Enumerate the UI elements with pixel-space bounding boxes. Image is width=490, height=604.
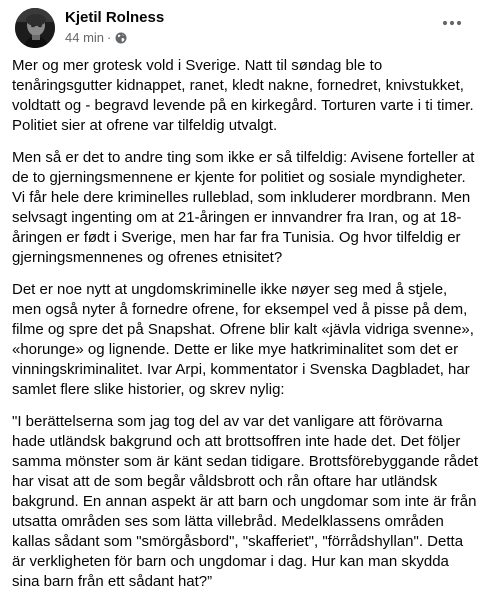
author-name[interactable]: Kjetil Rolness <box>65 9 165 26</box>
author-avatar[interactable] <box>15 8 55 48</box>
post-header <box>12 0 478 50</box>
more-options-button[interactable] <box>440 13 464 33</box>
avatar-portrait <box>15 8 55 48</box>
post-paragraph: Det er noe nytt at ungdomskriminelle ikke nøyer seg med å stjele, men også nyter å fornedre ofrene, for eksempel ved å pisse på dem, filme og spre det på Snapshat. Ofrene blir kalt «jävla vidriga svenne», «horunge» og lignende. Dette er like mye hatkriminalitet som det er vinningskriminalitet. Ivar Arpi, kommentator i Svenska Dagbladet, har samlet flere slike historier, og skrev nylig: <box>12 281 474 398</box>
post-body <box>12 56 480 604</box>
more-horizontal-icon <box>442 20 462 26</box>
meta-separator: · <box>107 30 112 45</box>
post-timestamp[interactable]: 44 min <box>65 30 105 45</box>
post-paragraph: Men så er det to andre ting som ikke er så tilfeldig: Avisene forteller at de to gjerningsmennene er kjente for politiet og sosiale myndigheter. Vi får hele dere kriminelles rulleblad, som inkluderer mordbrann. Men selvsagt ingenting om at 21-åringen er innvandrer fra Iran, og at 18-åringen er født i Sverige, men har far fra Tunisia. Og hvor tilfeldig er gjerningsmennenes og ofrenes etnisitet? <box>12 149 475 266</box>
post-paragraph: Mer og mer grotesk vold i Sverige. Natt til søndag ble to tenåringsgutter kidnappet, ranet, kledt nakne, fornedret, knivstukket, voldtatt og - begravd levende på en kirkegård. Torturen varte i ti timer. Politiet sier at ofrene var tilfeldig utvalgt. <box>12 57 474 134</box>
post-quote-paragraph: "I berättelserna som jag tog del av var det vanligare att förövarna hade utländsk bakgrund och att brottsoffren inte hade det. Det följer samma mönster som är känt sedan tidigare. Brottsförebyggande rådet har visat att de som begår våldsbrott och rån oftare har utländsk bakgrund. En annan aspekt är att barn och ungdomar som inte är från utsatta områden ses som lätta villebråd. Medelklassens områden kallas sådant som "smörgåsbord", "skafferiet", "förrådshyllan". Detta är verkligheten för barn och ungdomar i dag. Hur kan man skydda sina barn från ett sådant hat?” <box>12 413 479 590</box>
post-meta <box>65 30 127 46</box>
globe-icon <box>115 32 127 44</box>
